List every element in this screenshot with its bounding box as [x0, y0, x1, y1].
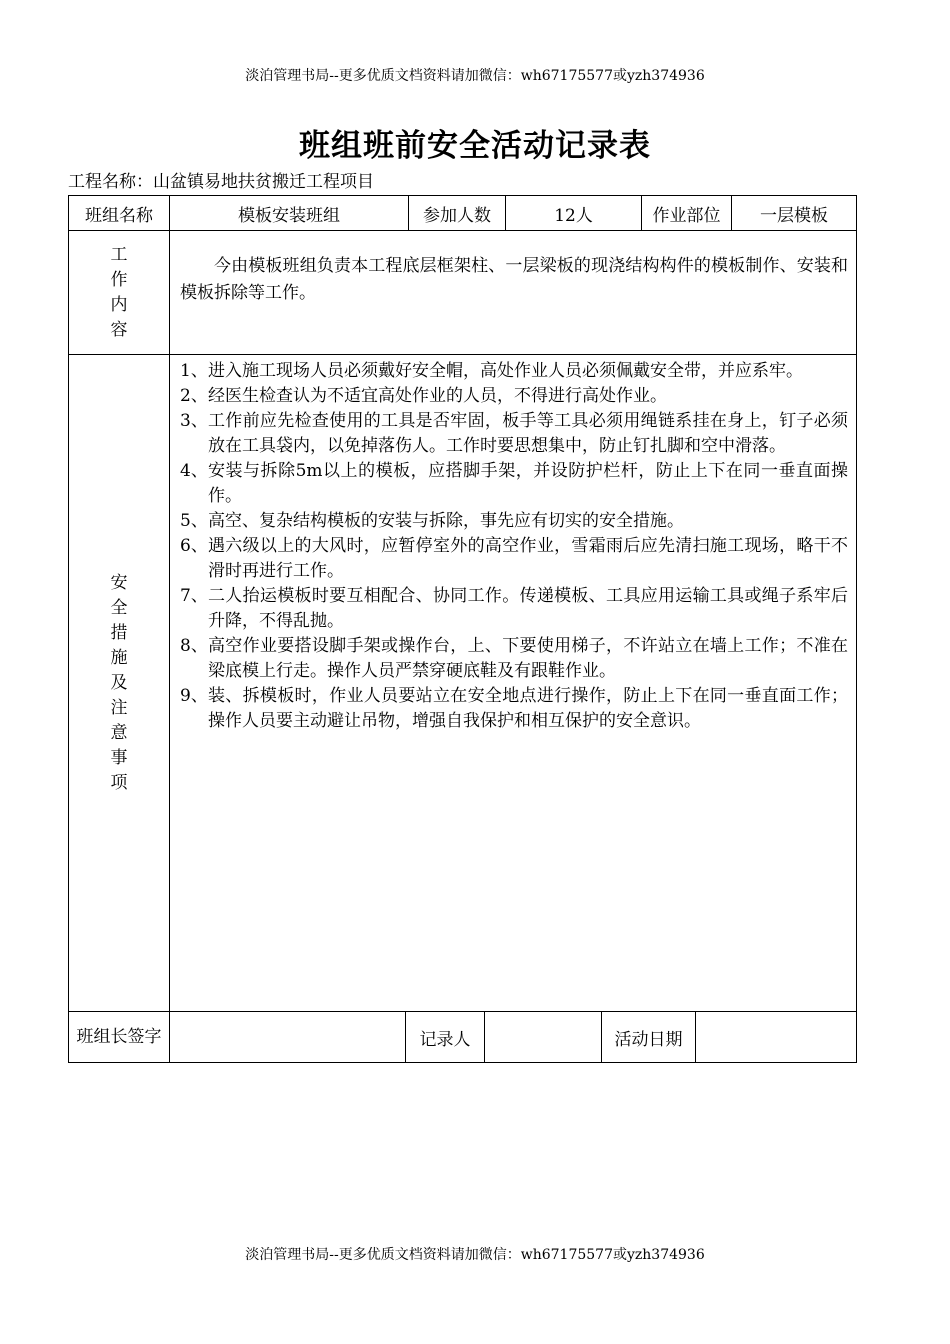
- recorder-label: 记录人: [406, 1012, 485, 1063]
- item-number: 3、: [180, 411, 208, 431]
- item-number: 2、: [180, 386, 208, 406]
- footer-note: 淡泊管理书局--更多优质文档资料请加微信：wh67175577或yzh374936: [245, 1247, 705, 1263]
- item-text: 工作前应先检查使用的工具是否牢固，板手等工具必须用绳链系挂在身上，钉子必须放在工具袋内，以免掉落伤人。工作时要思想集中，防止钉扎脚和空中滑落。: [208, 411, 849, 456]
- safety-measures-label: 安全措施及注意事项: [110, 572, 128, 793]
- item-text: 高空、复杂结构模板的安装与拆除，事先应有切实的安全措施。: [208, 511, 684, 531]
- list-item: [180, 684, 848, 734]
- item-number: 7、: [180, 586, 208, 606]
- item-number: 5、: [180, 511, 208, 531]
- list-item: [180, 584, 848, 634]
- header-note: 淡泊管理书局--更多优质文档资料请加微信：wh67175577或yzh374936: [245, 68, 705, 84]
- item-text: 二人抬运模板时要互相配合、协同工作。传递模板、工具应用运输工具或绳子系牢后升降，不得乱抛。: [208, 586, 849, 631]
- list-item: [180, 634, 848, 684]
- work-content-cell: [170, 231, 857, 355]
- list-item: [180, 409, 848, 459]
- participant-count-label: 参加人数: [409, 196, 506, 231]
- list-item: [180, 534, 848, 584]
- work-content-label: 工作内容: [110, 244, 128, 340]
- item-text: 安装与拆除5m以上的模板，应搭脚手架，并设防护栏杆，防止上下在同一垂直面操作。: [208, 461, 849, 506]
- work-location-label: 作业部位: [642, 196, 732, 231]
- team-name-label: 班组名称: [69, 196, 170, 231]
- item-number: 4、: [180, 461, 208, 481]
- item-number: 9、: [180, 686, 208, 706]
- list-item: [180, 384, 848, 409]
- item-text: 高空作业要搭设脚手架或操作台，上、下要使用梯子，不许站立在墙上工作；不准在梁底模上行走。操作人员严禁穿硬底鞋及有跟鞋作业。: [208, 636, 849, 681]
- list-item: [180, 509, 848, 534]
- item-number: 6、: [180, 536, 208, 556]
- recorder-field[interactable]: [485, 1012, 602, 1063]
- activity-record-table: [68, 195, 857, 1063]
- safety-measures-list: [180, 359, 848, 734]
- item-text: 经医生检查认为不适宜高处作业的人员，不得进行高处作业。: [208, 386, 667, 406]
- work-content-text: 今由模板班组负责本工程底层框架柱、一层梁板的现浇结构构件的模板制作、安装和模板拆除等工作。: [180, 256, 849, 303]
- item-number: 1、: [180, 361, 208, 381]
- team-name-value: 模板安装班组: [170, 196, 409, 231]
- list-item: [180, 359, 848, 384]
- safety-label-cell: [69, 355, 170, 1012]
- work-content-row: [69, 231, 857, 355]
- item-text: 进入施工现场人员必须戴好安全帽，高处作业人员必须佩戴安全带，并应系牢。: [208, 361, 803, 381]
- item-text: 装、拆模板时，作业人员要站立在安全地点进行操作，防止上下在同一垂直面工作；操作人员要主动避让吊物，增强自我保护和相互保护的安全意识。: [208, 686, 849, 731]
- signature-row: [69, 1012, 857, 1063]
- participant-count-value: 12人: [506, 196, 642, 231]
- item-number: 8、: [180, 636, 208, 656]
- activity-date-label: 活动日期: [602, 1012, 696, 1063]
- activity-date-field[interactable]: [696, 1012, 857, 1063]
- project-name: 工程名称：山盆镇易地扶贫搬迁工程项目: [68, 172, 374, 192]
- work-location-value: 一层模板: [732, 196, 857, 231]
- team-leader-signature-field[interactable]: [170, 1012, 406, 1063]
- info-row: [69, 196, 857, 231]
- list-item: [180, 459, 848, 509]
- safety-measures-cell: [170, 355, 857, 1012]
- safety-measures-row: [69, 355, 857, 1012]
- item-text: 遇六级以上的大风时，应暂停室外的高空作业，雪霜雨后应先清扫施工现场，略干不滑时再进行工作。: [208, 536, 849, 581]
- work-content-label-cell: [69, 231, 170, 355]
- team-leader-signature-label: 班组长签字: [69, 1012, 170, 1063]
- page-title: 班组班前安全活动记录表: [299, 128, 651, 164]
